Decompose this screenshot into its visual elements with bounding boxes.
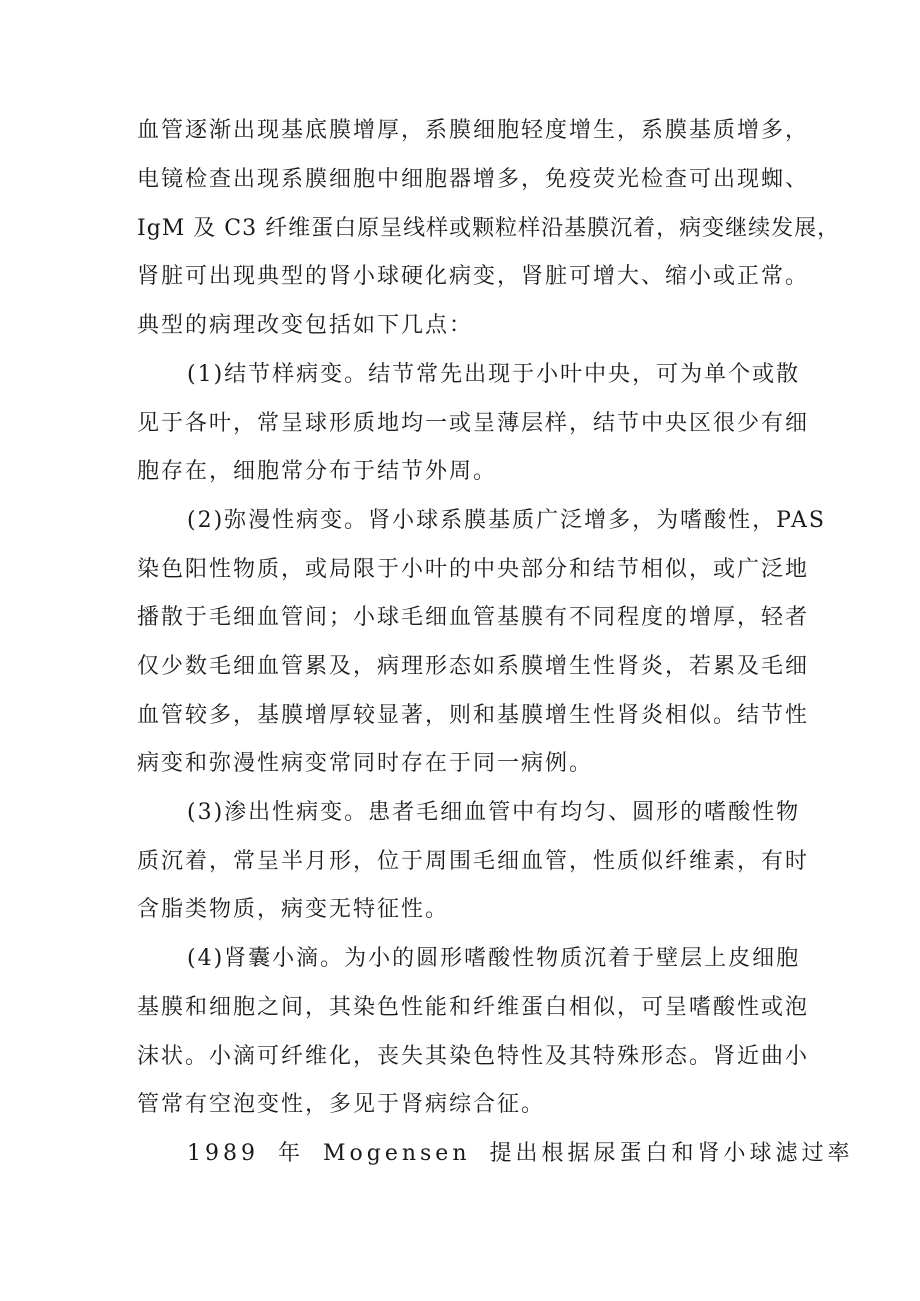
paragraph-first-line: (1)结节样病变。结节常先出现于小叶中央，可为单个或散 — [187, 362, 801, 387]
text-line: 病变和弥漫性病变常同时存在于同一病例。 — [137, 751, 594, 776]
text-line: 播散于毛细血管间；小球毛细血管基膜有不同程度的增厚，轻者 — [137, 605, 810, 630]
text-line: 基膜和细胞之间，其染色性能和纤维蛋白相似，可呈嗜酸性或泡 — [137, 995, 810, 1020]
text-line: 管常有空泡变性，多见于肾病综合征。 — [137, 1092, 546, 1117]
text-line: 质沉着，常呈半月形，位于周围毛细血管，性质似纤维素，有时 — [137, 849, 810, 874]
text-line: 见于各叶，常呈球形质地均一或呈薄层样，结节中央区很少有细 — [137, 411, 810, 436]
text-line: 胞存在，细胞常分布于结节外周。 — [137, 459, 498, 484]
paragraph-first-line: (4)肾囊小滴。为小的圆形嗜酸性物质沉着于壁层上皮细胞 — [187, 946, 801, 971]
paragraph-first-line: (2)弥漫性病变。肾小球系膜基质广泛增多，为嗜酸性，PAS — [187, 508, 826, 533]
paragraph-first-line: (3)渗出性病变。患者毛细血管中有均匀、圆形的嗜酸性物 — [187, 800, 801, 825]
paragraph-first-line: 1989 年 Mogensen 提出根据尿蛋白和肾小球滤过率 — [187, 1141, 854, 1166]
text-line: 肾脏可出现典型的肾小球硬化病变，肾脏可增大、缩小或正常。 — [137, 264, 810, 289]
text-line: IgM 及 C3 纤维蛋白原呈线样或颗粒样沿基膜沉着，病变继续发展， — [137, 216, 841, 241]
text-line: 血管较多，基膜增厚较显著，则和基膜增生性肾炎相似。结节性 — [137, 703, 810, 728]
text-line: 含脂类物质，病变无特征性。 — [137, 897, 450, 922]
text-line: 仅少数毛细血管累及，病理形态如系膜增生性肾炎，若累及毛细 — [137, 654, 810, 679]
text-line: 染色阳性物质，或局限于小叶的中央部分和结节相似，或广泛地 — [137, 557, 810, 582]
text-line: 血管逐渐出现基底膜增厚，系膜细胞轻度增生，系膜基质增多， — [137, 118, 810, 143]
text-line: 沫状。小滴可纤维化，丧失其染色特性及其特殊形态。肾近曲小 — [137, 1044, 810, 1069]
text-line: 电镜检查出现系膜细胞中细胞器增多，免疫荧光检查可出现蜘、 — [137, 167, 810, 192]
text-line: 典型的病理改变包括如下几点： — [137, 313, 474, 338]
